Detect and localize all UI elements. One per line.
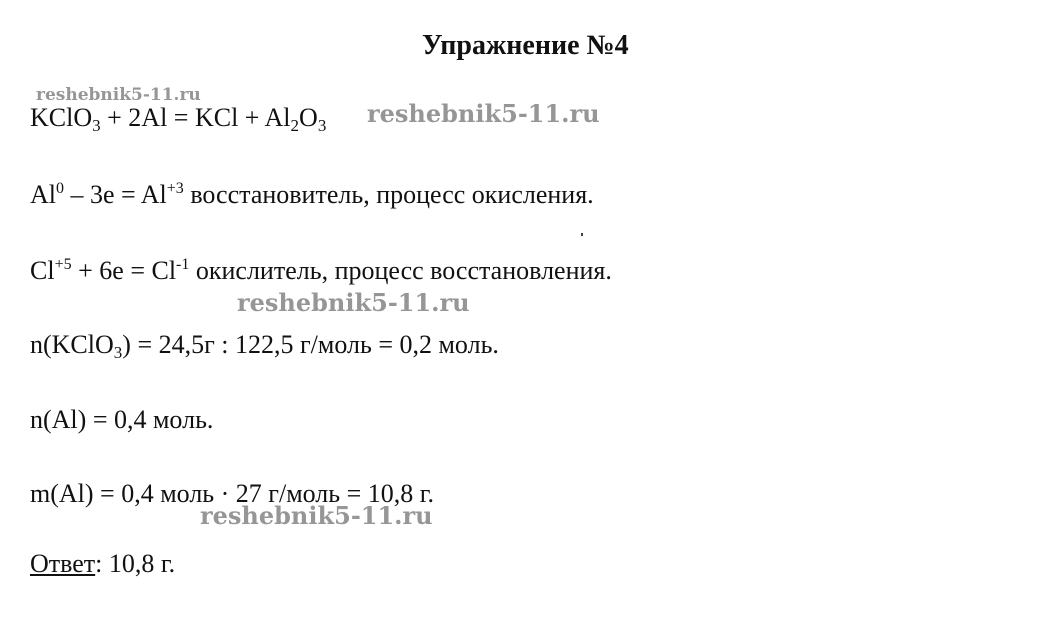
equation-text: Cl [30,256,55,285]
superscript: 0 [56,180,64,197]
subscript: 2 [290,116,300,135]
subscript: 3 [113,343,123,362]
watermark: reshebnik5-11.ru [200,501,433,530]
answer-line [30,551,175,577]
subscript: 3 [317,116,327,135]
equation-text: O [299,103,318,132]
equation-text: окислитель, процесс восстановления. [189,256,612,285]
reaction-equation [30,105,326,134]
watermark: reshebnik5-11.ru [36,85,201,105]
equation-text: n(KClO [30,330,114,359]
answer-value: : 10,8 г. [95,549,176,578]
equation-text: – 3e = Al [64,180,167,209]
reduction-half-reaction [30,257,612,284]
equation-text: KClO [30,103,93,132]
watermark: reshebnik5-11.ru [237,288,470,317]
subscript: 3 [92,116,101,135]
oxidation-half-reaction [30,181,594,208]
kclo3-moles-calculation [30,332,499,361]
answer-label: Ответ [30,549,96,578]
superscript: +5 [54,256,72,273]
al-moles-line: n(Al) = 0,4 моль. [30,405,214,434]
al-mass-calculation: m(Al) = 0,4 моль · 27 г/моль = 10,8 г. [30,479,435,508]
superscript: -1 [176,256,190,273]
equation-text: + 2Al = KCl + Al [100,103,291,132]
exercise-title: Упражнение №4 [422,30,629,61]
equation-text: Al [30,180,56,209]
equation-text: + 6e = Cl [71,256,177,285]
equation-text: восстановитель, процесс окисления. [183,180,594,209]
stray-mark [581,233,583,236]
equation-text: ) = 24,5г : 122,5 г/моль = 0,2 моль. [122,330,499,359]
watermark: reshebnik5-11.ru [367,99,600,128]
superscript: +3 [166,180,184,197]
